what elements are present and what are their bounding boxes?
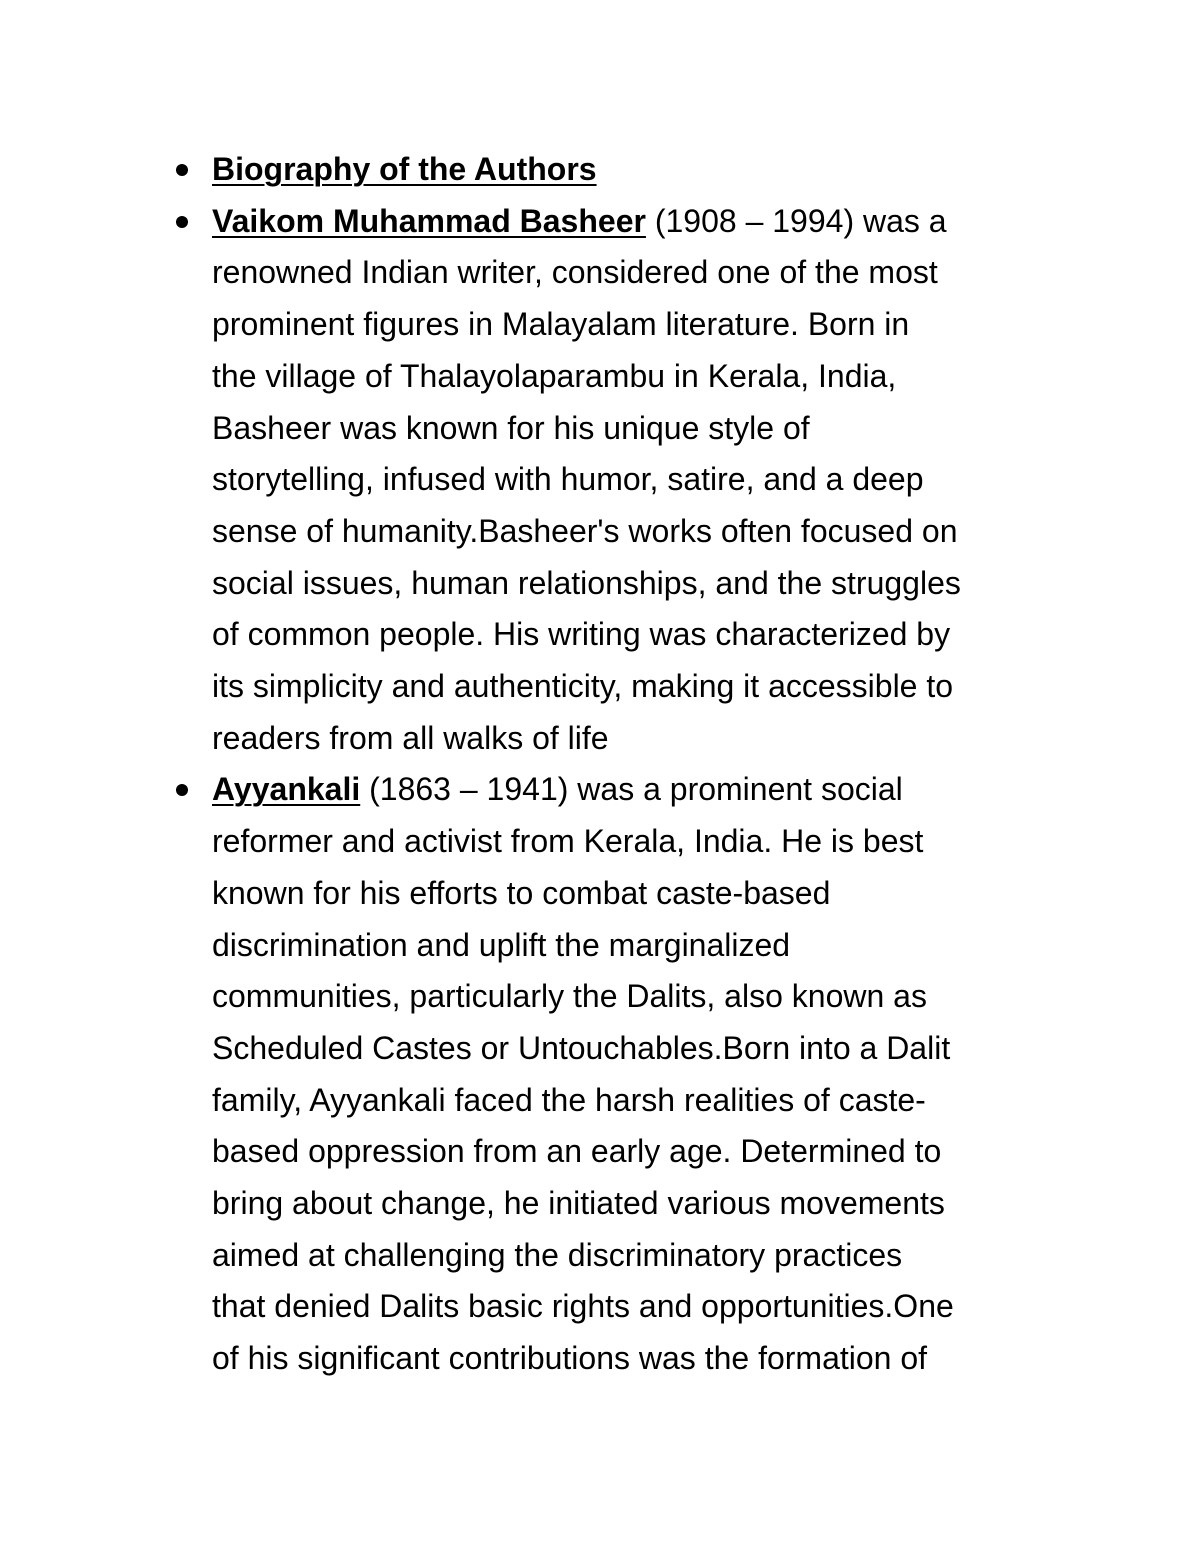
bullet-icon xyxy=(176,784,188,796)
bullet-icon xyxy=(176,164,188,176)
text-line: its simplicity and authenticity, making it accessible to xyxy=(212,668,954,705)
author-name-basheer: Vaikom Muhammad Basheer xyxy=(212,202,646,239)
text-line: that denied Dalits basic rights and opportunities.One xyxy=(212,1288,954,1325)
text-line: bring about change, he initiated various movements xyxy=(212,1185,945,1222)
text-line: known for his efforts to combat caste-based xyxy=(212,874,831,911)
section-heading: Biography of the Authors xyxy=(212,151,597,187)
text-line: prominent figures in Malayalam literature. Born in xyxy=(212,306,910,343)
bullet-list xyxy=(212,144,1072,1385)
text-line: communities, particularly the Dalits, also known as xyxy=(212,978,927,1015)
text-line: aimed at challenging the discriminatory practices xyxy=(212,1236,903,1273)
text-line: Scheduled Castes or Untouchables.Born into a Dalit xyxy=(212,1029,951,1066)
text-line: Basheer was known for his unique style of xyxy=(212,409,810,446)
text-line: the village of Thalayolaparambu in Kerala, India, xyxy=(212,357,897,394)
text-line: discrimination and uplift the marginalized xyxy=(212,926,791,963)
text-line: readers from all walks of life xyxy=(212,719,609,756)
list-item-ayyankali xyxy=(212,764,1072,1384)
text-line: sense of humanity.Basheer's works often focused on xyxy=(212,512,958,549)
text-line: social issues, human relationships, and the struggles xyxy=(212,564,961,601)
list-item-biography-heading xyxy=(212,144,1072,196)
author-name-ayyankali: Ayyankali xyxy=(212,771,361,808)
text-line: of common people. His writing was characterized by xyxy=(212,616,951,653)
text-line: (1908 – 1994) was a xyxy=(645,202,947,239)
text-line: (1863 – 1941) was a prominent social xyxy=(360,771,903,808)
text-line: of his significant contributions was the formation of xyxy=(212,1340,928,1377)
text-line: family, Ayyankali faced the harsh realities of caste- xyxy=(212,1081,926,1118)
list-item-basheer xyxy=(212,196,1072,765)
text-line: storytelling, infused with humor, satire, and a deep xyxy=(212,461,924,498)
text-line: renowned Indian writer, considered one of the most xyxy=(212,254,938,291)
bullet-icon xyxy=(176,216,188,228)
text-line: based oppression from an early age. Determined to xyxy=(212,1133,942,1170)
text-line: reformer and activist from Kerala, India. He is best xyxy=(212,823,924,860)
